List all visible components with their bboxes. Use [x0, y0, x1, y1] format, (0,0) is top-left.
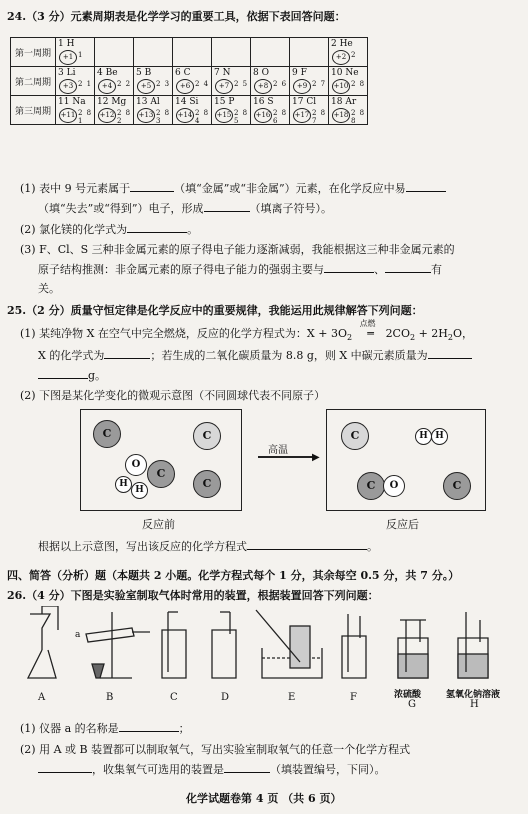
element-cell: 18 Ar +18 2 8 8 — [329, 96, 368, 125]
element-cell: 13 Al +13 2 8 3 — [134, 96, 173, 125]
atom-c-dark: C — [357, 472, 385, 500]
label-d: D — [221, 692, 230, 703]
periodic-table — [10, 37, 368, 125]
answer-blank[interactable] — [38, 368, 88, 379]
atom-h: H — [115, 476, 132, 493]
apparatus-f — [342, 614, 366, 678]
period-label-3: 第三周期 — [11, 96, 56, 125]
atom-o: O — [125, 454, 147, 476]
answer-blank[interactable] — [204, 201, 250, 212]
q24-part3-cont: 原子结构推测：非金属元素的原子得电子能力的强弱主要与 、 有 — [38, 263, 442, 276]
answer-blank[interactable] — [385, 262, 431, 273]
element-cell: 8 O +8 2 6 — [251, 67, 290, 96]
apparatus-diagram — [0, 606, 528, 688]
reagent-g: 浓硫酸 — [394, 690, 422, 700]
q25-part1-end: g。 — [38, 367, 106, 383]
answer-blank[interactable] — [406, 181, 446, 192]
label-h: H — [470, 699, 479, 710]
element-cell: 14 Si +14 2 8 4 — [173, 96, 212, 125]
atom-c-dark: C — [443, 472, 471, 500]
label-b: B — [106, 692, 114, 703]
element-cell: 11 Na +11 2 8 1 — [56, 96, 95, 125]
reagent-h: 氢氧化钠溶液 — [446, 690, 501, 700]
arrow-condition: 高温 — [268, 445, 288, 456]
apparatus-d — [212, 612, 236, 678]
section4-title: 四、简答（分析）题（本题共 2 小题。化学方程式每个 1 分，其余每空 0.5 分，共 7 分。） — [7, 569, 460, 582]
element-cell: 12 Mg +12 2 8 2 — [95, 96, 134, 125]
apparatus-g — [398, 620, 428, 678]
q24-stem: 24.（3 分）元素周期表是化学学习的重要工具，依据下表回答问题： — [7, 10, 346, 23]
after-box — [326, 409, 486, 511]
q26-part2-cont: ，收集氧气可选用的装置是 （填装置编号，下同）。 — [38, 761, 386, 777]
q24-part3-end: 关。 — [38, 282, 60, 295]
label-f: F — [350, 692, 357, 703]
answer-blank[interactable] — [127, 222, 187, 233]
before-box — [80, 409, 242, 511]
period-label-2: 第二周期 — [11, 67, 56, 96]
element-cell: 15 P +15 2 8 5 — [212, 96, 251, 125]
atom-h: H — [415, 428, 432, 445]
apparatus-c — [162, 612, 186, 678]
atom-h: H — [431, 428, 448, 445]
apparatus-e — [256, 610, 322, 678]
page-footer: 化学试题卷第 4 页 （共 6 页） — [186, 792, 342, 805]
q26-stem: 26.（4 分）下图是实验室制取气体时常用的装置，根据装置回答下列问题： — [7, 589, 379, 602]
label-e: E — [288, 692, 296, 703]
before-label: 反应前 — [142, 518, 175, 531]
instrument-a-label: a — [75, 630, 81, 640]
answer-blank[interactable] — [428, 348, 472, 359]
apparatus-a — [28, 606, 58, 678]
q25-part1: (1) 某纯净物 X 在空气中完全燃烧，反应的化学方程式为：$X + 3O_2$ 点燃 ═ $2CO_2 + 2H_2O$， — [20, 319, 474, 343]
q25-part2: (2) 下图是某化学变化的微观示意图（不同圆球代表不同原子） — [20, 389, 326, 402]
element-cell: 9 F +9 2 7 — [290, 67, 329, 96]
element-cell: 7 N +7 2 5 — [212, 67, 251, 96]
element-cell: 6 C +6 2 4 — [173, 67, 212, 96]
q25-stem: 25.（2 分）质量守恒定律是化学反应中的重要规律，我能运用此规律解答下列问题： — [7, 304, 423, 317]
atom-c-light: C — [193, 422, 221, 450]
q24-part1-cont: （填“失去”或“得到”）电子，形成 （填离子符号）。 — [38, 202, 332, 215]
atom-o: O — [383, 475, 405, 497]
atom-c-dark: C — [93, 420, 121, 448]
label-g: G — [408, 699, 416, 710]
element-cell: 5 B +5 2 3 — [134, 67, 173, 96]
element-cell: 10 Ne +10 2 8 — [329, 67, 368, 96]
q24-part1: (1) 表中 9 号元素属于 （填“金属”或“非金属”）元素，在化学反应中易 — [20, 180, 446, 196]
atom-c-dark: C — [193, 470, 221, 498]
answer-blank[interactable] — [247, 539, 367, 550]
reaction-arrow-line — [258, 456, 316, 458]
element-cell: 2 He +2 2 — [329, 38, 368, 67]
answer-blank[interactable] — [119, 721, 179, 732]
element-cell: 3 Li +3 2 1 — [56, 67, 95, 96]
answer-blank[interactable] — [224, 762, 270, 773]
element-cell: 16 S +16 2 8 6 — [251, 96, 290, 125]
element-cell: 4 Be +4 2 2 — [95, 67, 134, 96]
q25-part2-answer: 根据以上示意图，写出该反应的化学方程式 。 — [38, 540, 378, 553]
atom-c-dark: C — [147, 460, 175, 488]
after-label: 反应后 — [386, 518, 419, 531]
answer-blank[interactable] — [130, 181, 174, 192]
answer-blank[interactable] — [324, 262, 374, 273]
label-a: A — [38, 692, 46, 703]
q26-part1: (1) 仪器 a 的名称是 ； — [20, 722, 190, 735]
apparatus-h — [458, 612, 488, 678]
element-cell: 17 Cl +17 2 8 7 — [290, 96, 329, 125]
reaction-arrow: 点燃 ═ — [359, 319, 376, 340]
arrow-head-icon: ▶ — [312, 452, 320, 463]
q24-part2: (2) 氯化镁的化学式为 。 — [20, 223, 199, 236]
period-label-1: 第一周期 — [11, 38, 56, 67]
label-c: C — [170, 692, 178, 703]
answer-blank[interactable] — [38, 762, 92, 773]
q24-part3: (3) F、Cl、S 三种非金属元素的原子得电子能力逐渐减弱，我能根据这三种非金属元素的 — [20, 243, 455, 256]
atom-h: H — [131, 482, 148, 499]
element-cell: 1 H +1 1 — [56, 38, 95, 67]
atom-c-light: C — [341, 422, 369, 450]
q25-part1-cont: X 的化学式为 ；若生成的二氧化碳质量为 8.8 g，则 X 中碳元素质量为 — [38, 347, 472, 363]
q26-part2: (2) 用 A 或 B 装置都可以制取氧气，写出实验室制取氧气的任意一个化学方程式 — [20, 743, 411, 756]
apparatus-b — [86, 612, 150, 678]
answer-blank[interactable] — [104, 348, 150, 359]
